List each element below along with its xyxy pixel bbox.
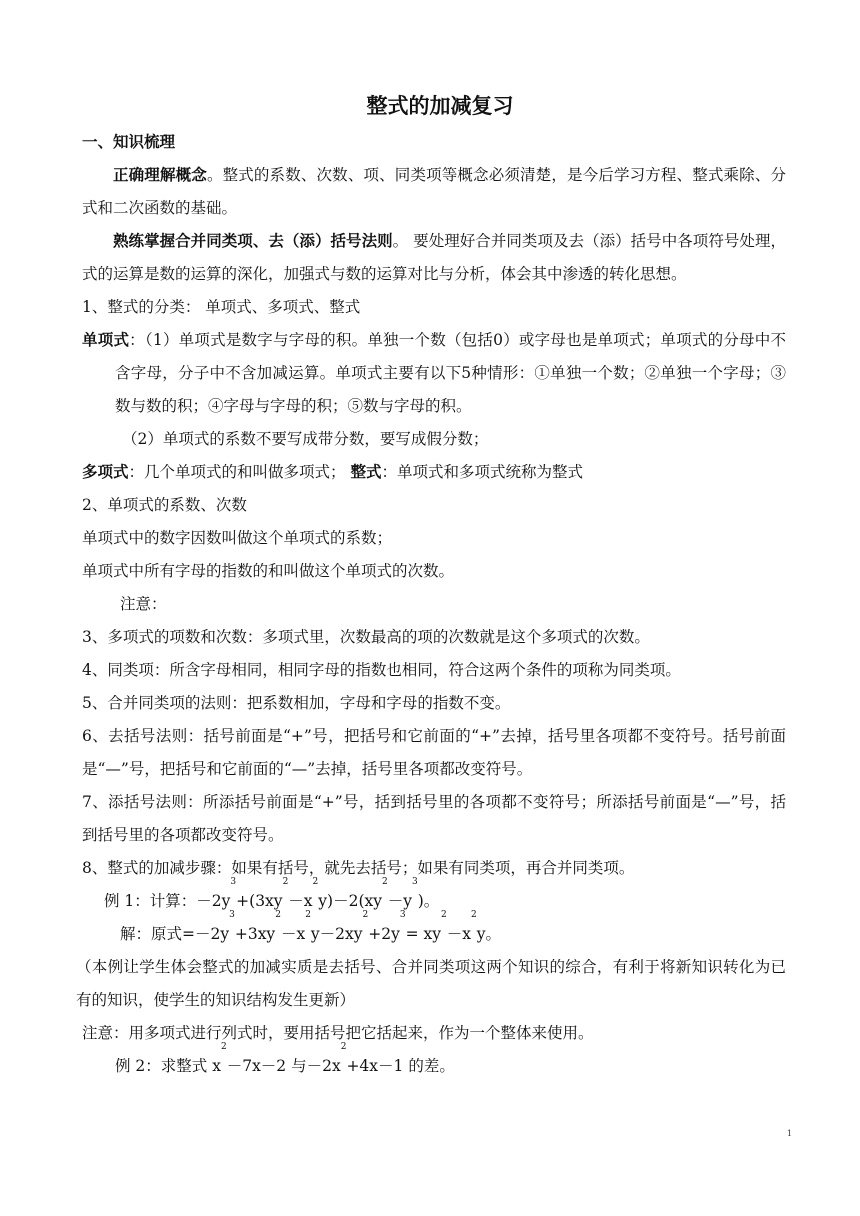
page-number: 1: [786, 1129, 792, 1138]
bold-lead: 熟练掌握合并同类项、去（添）括号法则: [113, 232, 393, 250]
teaching-remark: （本例让学生体会整式的加减实质是去括号、合并同类项这两个知识的综合，有利于将新知识转化为已有的知识，使学生的知识结构发生更新）: [76, 958, 786, 1009]
term-label: 多项式: [82, 463, 129, 481]
section-heading: 一、知识梳理: [82, 133, 176, 151]
page-title: 整式的加减复习: [366, 94, 514, 118]
note-label: 注意：: [120, 595, 167, 613]
definition-text: ：（1）单项式是数字与字母的积。单独一个数（包括0）或字母也是单项式；单项式的分母中不含字母，分子中不含加减运算。单项式主要有以下5种情形：①单独一个数；②单独一个字母；③数与数的积；④字母与字母的积；⑤数与字母的积。: [115, 331, 786, 415]
example-1-solution: 解：原式$=-2y^3+3xy^2-x^2y-2xy^2+2y^3= xy^2-x^2y$。: [120, 910, 502, 943]
monomial-note-2: （2）单项式的系数不要写成带分数，要写成假分数；: [122, 430, 489, 448]
paragraph-rules: [82, 225, 786, 291]
definition-text: ：单项式和多项式统称为整式: [381, 463, 583, 481]
note-polynomial-list: 注意：用多项式进行列式时，要用括号把它括起来，作为一个整体来使用。: [82, 1024, 594, 1042]
item-8: 8、整式的加减步骤：如果有括号，就先去括号；如果有同类项，再合并同类项。: [82, 859, 635, 877]
monomial-definition: [82, 324, 786, 423]
degree-definition: 单项式中所有字母的指数的和叫做这个单项式的次数。: [82, 562, 455, 580]
item-1: 1、整式的分类： 单项式、多项式、整式: [82, 298, 361, 316]
example-2-question: 例 2：求整式 $x^2-7x-2$ 与$-2x^2+4x-1$ 的差。: [115, 1042, 455, 1075]
term-label: 整式: [350, 463, 382, 481]
definition-text: ：几个单项式的和叫做多项式；: [128, 463, 351, 481]
paragraph-text: 。 要处理好合并同类项及去（添）括号中各项符号处理，式的运算是数的运算的深化，加强式与数的运算对比与分析，体会其中渗透的转化思想。: [82, 232, 786, 283]
item-2: 2、单项式的系数、次数: [82, 496, 247, 514]
item-7: 7、添括号法则：所添括号前面是“+”号，括到括号里的各项都不变符号；所添括号前面是“—”号，括到括号里的各项都改变符号。: [82, 793, 786, 844]
paragraph-text: 。整式的系数、次数、项、同类项等概念必须清楚，是今后学习方程、整式乘除、分式和二次函数的基础。: [82, 166, 786, 217]
polynomial-definition: [82, 456, 786, 489]
item-6: 6、去括号法则：括号前面是“+”号，把括号和它前面的“+”去掉，括号里各项都不变符号。括号前面是“—”号，把括号和它前面的“—”去掉，括号里各项都改变符号。: [82, 727, 786, 778]
item-3: 3、多项式的项数和次数：多项式里，次数最高的项的次数就是这个多项式的次数。: [82, 628, 650, 646]
example-1-question: 例 1：计算：$-2y^3+(3xy^2-x^2y)-2(xy^2-y^3)$。: [104, 877, 440, 910]
paragraph-concepts: [82, 159, 786, 225]
coefficient-definition: 单项式中的数字因数叫做这个单项式的系数；: [82, 529, 393, 547]
item-4: 4、同类项：所含字母相同，相同字母的指数也相同，符合这两个条件的项称为同类项。: [82, 661, 681, 679]
term-label: 单项式: [82, 331, 130, 349]
bold-lead: 正确理解概念: [113, 166, 207, 184]
item-5: 5、合并同类项的法则：把系数相加，字母和字母的指数不变。: [82, 694, 511, 712]
